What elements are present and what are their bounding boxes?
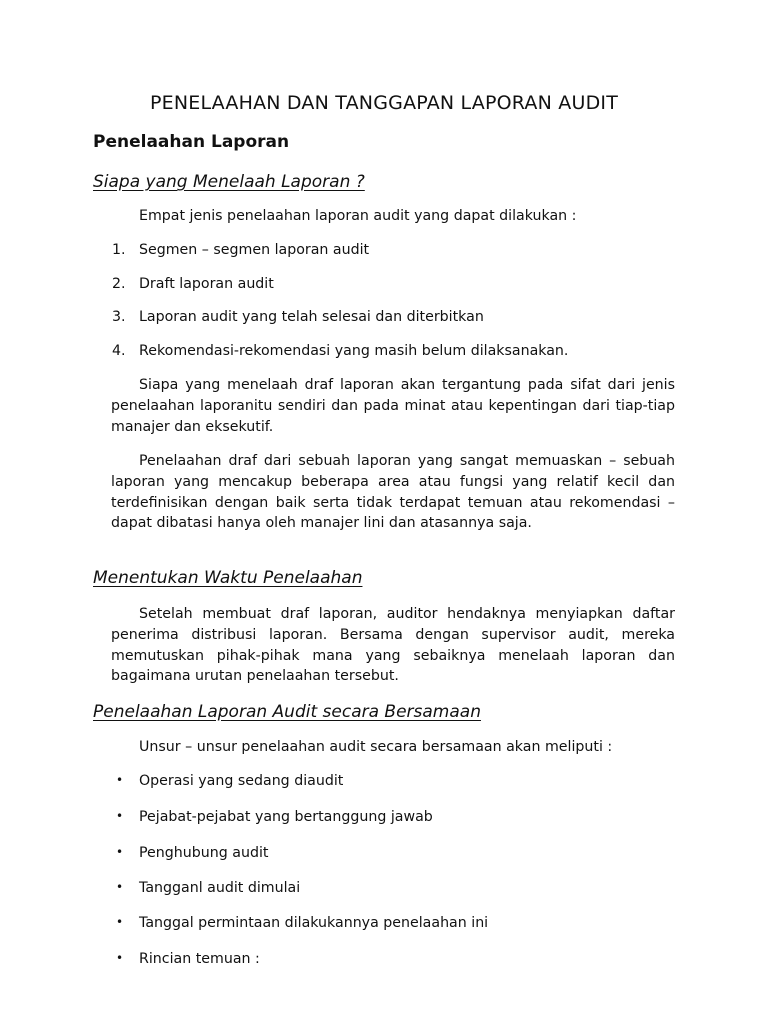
list-item-text: Rekomendasi-rekomendasi yang masih belum dilaksanakan. [139, 343, 569, 359]
bullet-list-item [112, 773, 343, 789]
list-item-text: Segmen – segmen laporan audit [139, 242, 370, 258]
list-number: 2. [112, 276, 126, 292]
list-item-text: Draft laporan audit [139, 276, 274, 292]
paragraph-draft-review: Penelaahan draf dari sebuah laporan yang sangat memuaskan – sebuah laporan yang mencakup beberapa area atau fungsi yang relatif kecil dan terdefinisikan dengan baik serta tidak terdapat temuan atau rekomendasi – dapat dibatasi hanya oleh manajer lini dan atasannya saja. [111, 453, 675, 532]
list-item-text: Laporan audit yang telah selesai dan diterbitkan [139, 309, 484, 325]
numbered-list-item [112, 242, 369, 258]
bullet-icon: • [116, 880, 124, 894]
bullet-list-item [112, 951, 260, 967]
numbered-list-item [112, 276, 274, 292]
bullet-list-item [112, 880, 300, 896]
document-title: PENELAAHAN DAN TANGGAPAN LAPORAN AUDIT [149, 92, 619, 114]
section-heading: Penelaahan Laporan [93, 132, 290, 152]
bullet-icon: • [116, 773, 124, 787]
subheading-joint-review: Penelaahan Laporan Audit secara Bersamaan [93, 702, 481, 722]
list-number: 3. [112, 309, 126, 325]
bullet-icon: • [116, 915, 124, 929]
bullet-icon: • [116, 809, 124, 823]
list-item-text: Tanggal permintaan dilakukannya penelaahan ini [139, 915, 489, 931]
numbered-list-item [112, 309, 484, 325]
list-item-text: Pejabat-pejabat yang bertanggung jawab [139, 809, 433, 825]
joint-lead-text: Unsur – unsur penelaahan audit secara bersamaan akan meliputi : [139, 739, 613, 755]
list-item-text: Rincian temuan : [139, 951, 260, 967]
paragraph-timing: Setelah membuat draf laporan, auditor hendaknya menyiapkan daftar penerima distribusi laporan. Bersama dengan supervisor audit, mereka memutuskan pihak-pihak mana yang sebaiknya menelaah laporan dan bagaimana urutan penelaahan tersebut. [111, 606, 675, 685]
subheading-who-reviews: Siapa yang Menelaah Laporan ? [93, 172, 365, 192]
bullet-list-item [112, 845, 268, 861]
subheading-timing: Menentukan Waktu Penelaahan [93, 568, 363, 588]
bullet-icon: • [116, 951, 124, 965]
list-item-text: Tangganl audit dimulai [139, 880, 301, 896]
bullet-list-item [112, 809, 433, 825]
list-number: 4. [112, 343, 126, 359]
bullet-list-item [112, 915, 488, 931]
numbered-list-item [112, 343, 568, 359]
list-item-text: Penghubung audit [139, 845, 269, 861]
list-number: 1. [112, 242, 126, 258]
paragraph-who-reviews: Siapa yang menelaah draf laporan akan tergantung pada sifat dari jenis penelaahan laporanitu sendiri dan pada minat atau kepentingan dari tiap-tiap manajer dan eksekutif. [111, 377, 675, 435]
list-item-text: Operasi yang sedang diaudit [139, 773, 344, 789]
bullet-icon: • [116, 845, 124, 859]
who-lead-text: Empat jenis penelaahan laporan audit yang dapat dilakukan : [139, 208, 577, 224]
